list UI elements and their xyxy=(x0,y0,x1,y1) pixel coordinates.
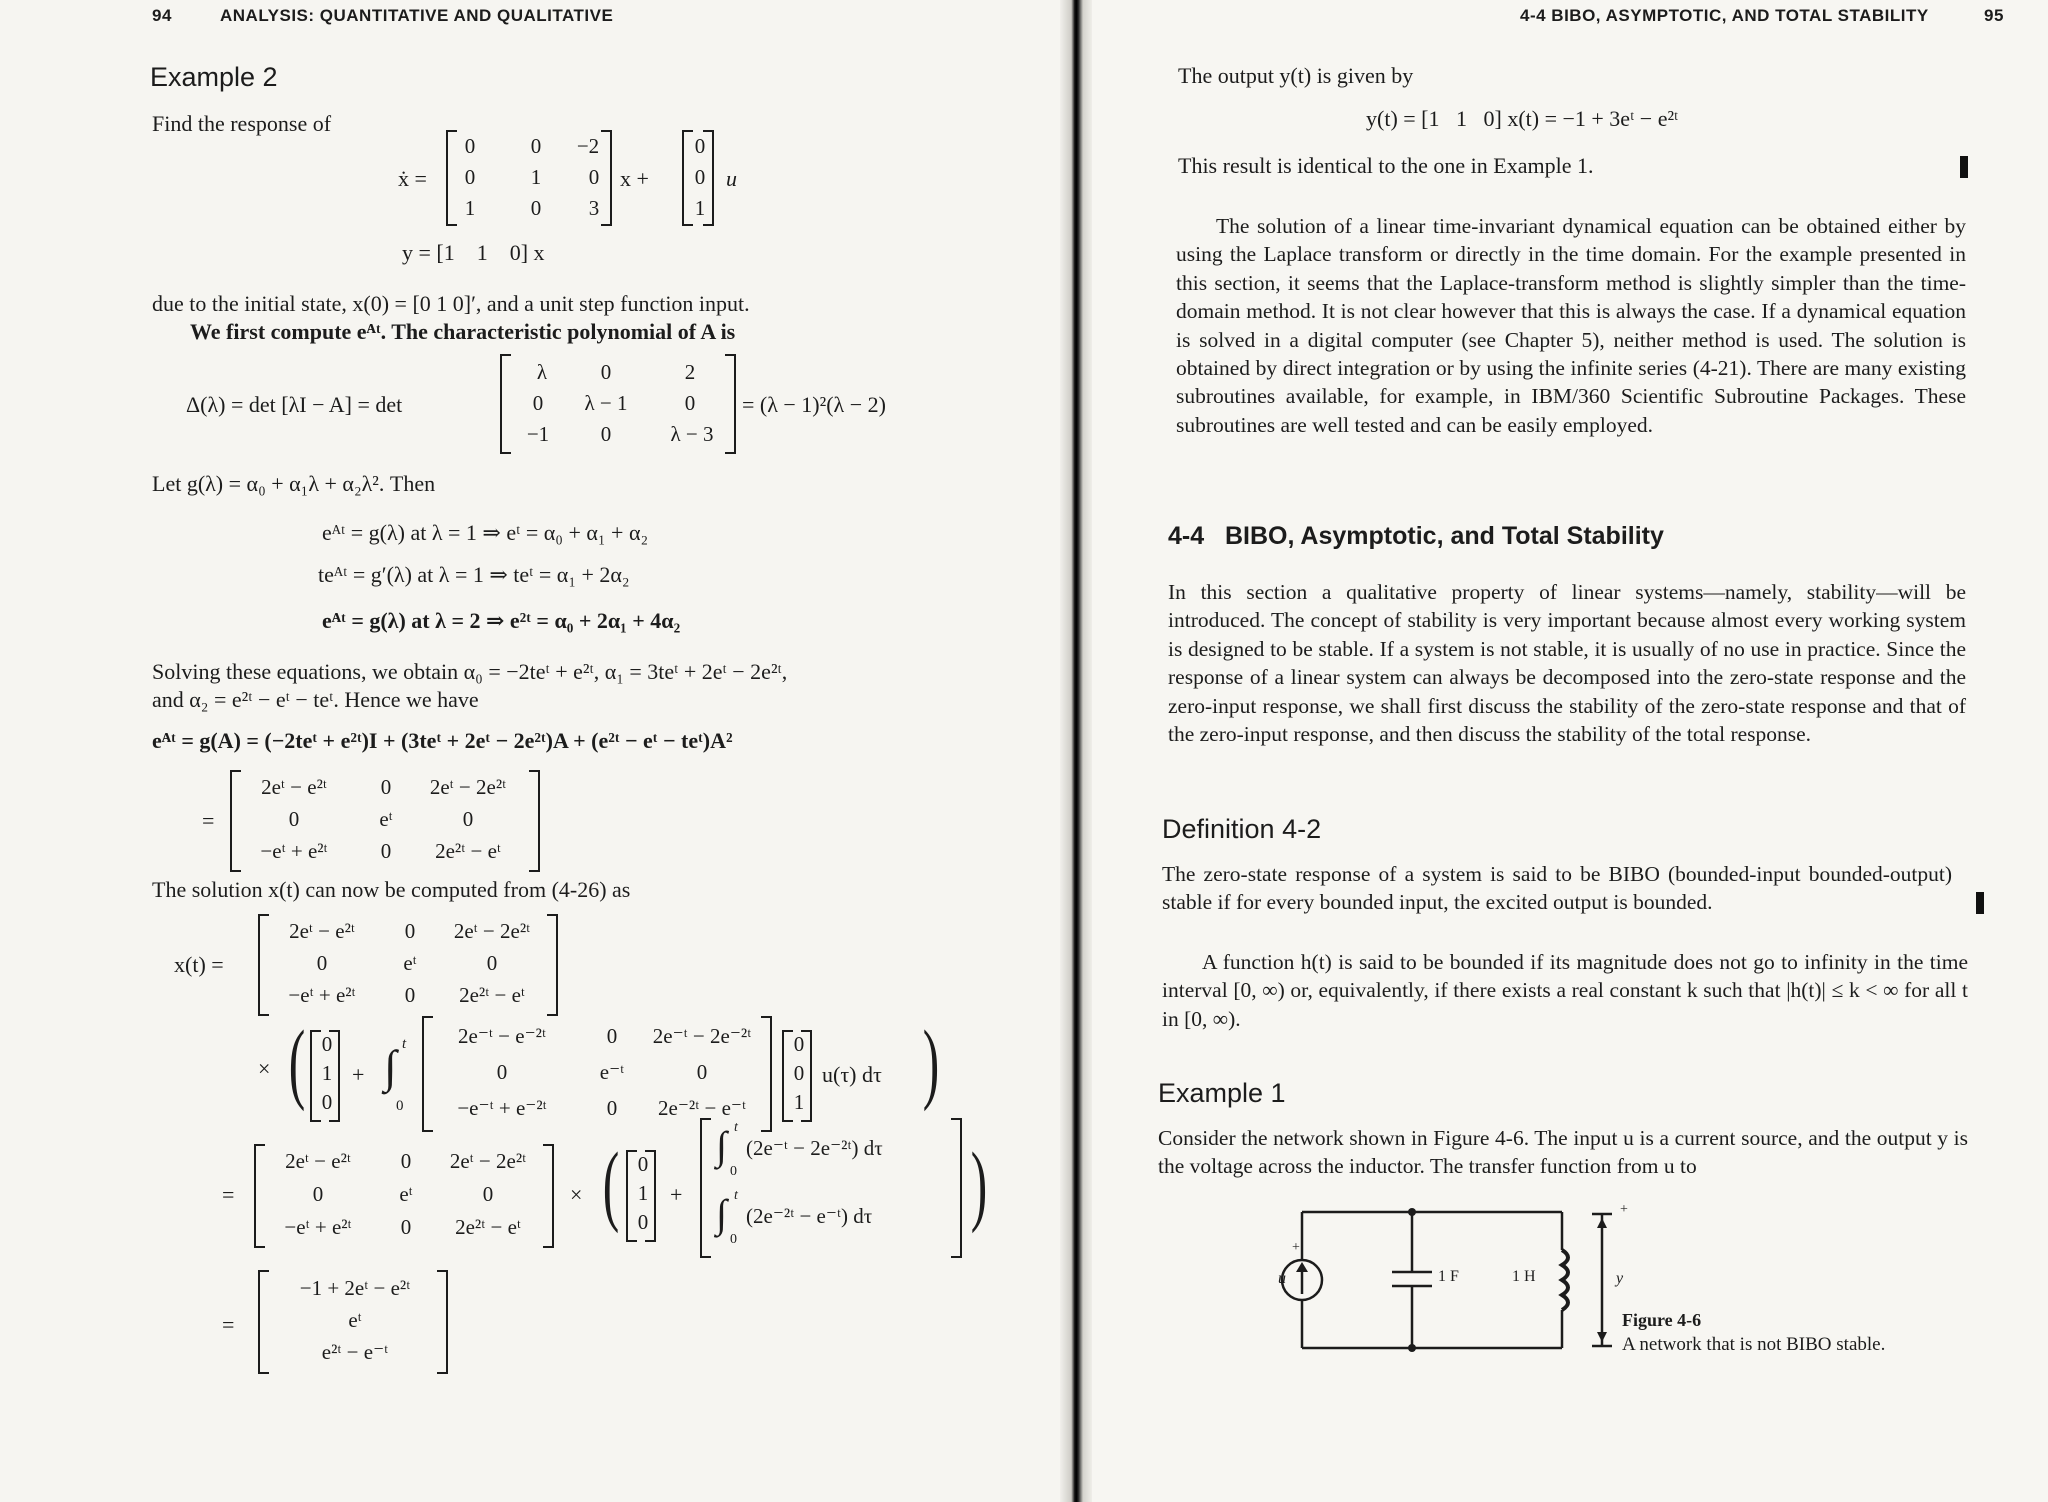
eAt2-cell: 0 xyxy=(312,1182,324,1206)
equals-sign-2: = xyxy=(222,1182,235,1207)
running-title-left: ANALYSIS: QUANTITATIVE AND QUALITATIVE xyxy=(220,6,614,25)
integral-row-2: (2e⁻²ᵗ − e⁻ᵗ) dτ xyxy=(746,1204,873,1228)
integrand-cell: −e⁻ᵗ + e⁻²ᵗ xyxy=(457,1096,547,1120)
x0-2-cell: 0 xyxy=(637,1152,649,1176)
eAt-expansion: eᴬᵗ = g(A) = (−2teᵗ + e²ᵗ)I + (3teᵗ + 2eᵗ − 2e²ᵗ)A + (e²ᵗ − eᵗ − teᵗ)A² xyxy=(152,728,733,753)
lower-limit-1: 0 xyxy=(396,1098,404,1114)
eAt-matrix-cell: 0 xyxy=(380,839,392,863)
xt-eAt-cell: 2eᵗ − 2e²ᵗ xyxy=(453,919,531,943)
eAt2-cell: 0 xyxy=(400,1149,412,1173)
eAt2-cell: 2eᵗ − e²ᵗ xyxy=(285,1149,351,1173)
integrand-cell: 0 xyxy=(606,1024,618,1048)
eAt-matrix-cell: 0 xyxy=(288,807,300,831)
x0-cell: 0 xyxy=(321,1032,333,1056)
output-text: The output y(t) is given by xyxy=(1178,63,1414,88)
integral-tail: u(τ) dτ xyxy=(822,1062,882,1087)
xt-label: x(t) = xyxy=(174,952,224,977)
output-arrow-down-icon xyxy=(1597,1332,1607,1342)
integrand-cell: 0 xyxy=(496,1060,508,1084)
result-vector xyxy=(258,1270,448,1374)
xt-eAt-cell: −eᵗ + e²ᵗ xyxy=(288,983,356,1007)
state-eq-lhs: ẋ = xyxy=(398,166,427,191)
matrix-A-cell: −2 xyxy=(576,134,600,158)
paragraph-bounded: A function h(t) is said to be bounded if its magnitude does not go to infinity in the time interval [0, ∞) or, equivalently, if there exists a real constant k such that |h(t)| ≤ k < ∞ for all t in [0, ∞). xyxy=(1162,950,1968,1031)
identical-text: This result is identical to the one in Example 1. xyxy=(1178,153,1594,178)
output-equation-right: y(t) = [1 1 0] x(t) = −1 + 3eᵗ − e²ᵗ xyxy=(1366,106,1679,131)
xt-eAt-cell: 0 xyxy=(404,983,416,1007)
intro-text: Find the response of xyxy=(152,111,332,136)
equals-sign-1: = xyxy=(202,808,215,833)
definition-text: The zero-state response of a system is said to be BIBO (bounded-input bounded-output) stable if for every bounded input, the excited output is bounded. xyxy=(1162,862,1952,915)
vector-b-cell: 1 xyxy=(694,196,706,220)
example-2-heading: Example 2 xyxy=(150,62,278,92)
char-matrix-cell: 0 xyxy=(600,360,612,384)
solving-line-1: Solving these equations, we obtain α₀ = −2teᵗ + e²ᵗ, α₁ = 3teᵗ + 2eᵗ − 2e²ᵗ, xyxy=(152,659,788,684)
char-matrix-cell: λ − 3 xyxy=(670,422,714,446)
char-matrix-cell: λ xyxy=(536,360,548,384)
inductor-label: 1 H xyxy=(1512,1268,1536,1285)
char-matrix-cell: 0 xyxy=(684,391,696,415)
matrix-A-cell: 3 xyxy=(588,196,600,220)
matrix-A xyxy=(446,130,612,226)
vector-b-cell: 0 xyxy=(694,165,706,189)
char-matrix-cell: 0 xyxy=(532,391,544,415)
page-number-right: 95 xyxy=(1984,6,2004,25)
integral-sign-3: ∫ xyxy=(716,1191,727,1236)
integrand-cell: e⁻ᵗ xyxy=(599,1060,625,1084)
b-vector-cell: 0 xyxy=(793,1061,805,1085)
char-poly-lhs: Δ(λ) = det [λI − A] = det xyxy=(186,392,403,417)
x0-cell: 0 xyxy=(321,1090,333,1114)
let-text: Let g(λ) = α₀ + α₁λ + α₂λ². Then xyxy=(152,471,436,496)
x0-vector xyxy=(310,1030,340,1122)
page-number-left: 94 xyxy=(152,6,172,25)
xt-eAt-cell: 0 xyxy=(404,919,416,943)
end-mark-2 xyxy=(1976,892,1984,914)
x0-2-cell: 0 xyxy=(637,1210,649,1234)
lower-limit-3: 0 xyxy=(730,1232,737,1247)
eAt-matrix-2 xyxy=(254,1144,554,1248)
char-matrix-cell: −1 xyxy=(526,422,550,446)
matrix-A-cell: 0 xyxy=(464,134,476,158)
figure-caption-text: A network that is not BIBO stable. xyxy=(1622,1334,1886,1355)
close-paren-2: ) xyxy=(970,1135,988,1234)
b-vector-cell: 1 xyxy=(793,1090,805,1114)
paragraph-stability: In this section a qualitative property of linear systems—namely, stability—will be introduced. The concept of stability is very important because almost every working system is designed to be stable. If a system is not stable, it is usually of no use in practice. Since the response of a linear system can always be decomposed into the zero-state response and the zero-input response, we shall first discuss the stability of the zero-state response and that of the zero-input response, and then discuss the stability of the total response. xyxy=(1168,580,1966,747)
eAt2-cell: 0 xyxy=(400,1215,412,1239)
end-mark-1 xyxy=(1960,156,1968,178)
open-paren-2: ( xyxy=(602,1135,620,1234)
vector-b-cell: 0 xyxy=(694,134,706,158)
open-paren-1: ( xyxy=(288,1013,306,1112)
section-heading: 4-4 BIBO, Asymptotic, and Total Stability xyxy=(1168,522,1664,550)
xt-eAt-cell: 2e²ᵗ − eᵗ xyxy=(459,983,525,1007)
eAt2-cell: 0 xyxy=(482,1182,494,1206)
upper-limit-3: t xyxy=(734,1188,738,1203)
definition-heading: Definition 4-2 xyxy=(1162,814,1322,844)
example-1-text: Consider the network shown in Figure 4-6. The input u is a current source, and the output y is the voltage across the inductor. The transfer function from u to xyxy=(1158,1126,1968,1179)
b-vector-cell: 0 xyxy=(793,1032,805,1056)
right-page xyxy=(1092,0,2048,1502)
x0-vector-2 xyxy=(626,1150,656,1242)
integrand-cell: 0 xyxy=(606,1096,618,1120)
upper-limit-1: t xyxy=(402,1036,407,1052)
integral-row-1: (2e⁻ᵗ − 2e⁻²ᵗ) dτ xyxy=(746,1136,883,1160)
compute-text: We first compute eᴬᵗ. The characteristic polynomial of A is xyxy=(190,319,736,344)
xt-eAt-cell: 0 xyxy=(316,951,328,975)
equals-sign-3: = xyxy=(222,1312,235,1337)
matrix-A-cell: 0 xyxy=(464,165,476,189)
state-eq-u: u xyxy=(726,166,737,191)
eAt2-cell: 2e²ᵗ − eᵗ xyxy=(455,1215,521,1239)
result-cell: e²ᵗ − e⁻ᵗ xyxy=(321,1340,389,1364)
source-plus-label: + xyxy=(1292,1240,1300,1255)
char-matrix-cell: 0 xyxy=(600,422,612,446)
x0-2-cell: 1 xyxy=(637,1181,649,1205)
b-vector-integral xyxy=(782,1030,812,1122)
eAt2-cell: 2eᵗ − 2e²ᵗ xyxy=(449,1149,527,1173)
book-spine xyxy=(1060,0,1092,1502)
xt-eAt-matrix xyxy=(258,914,558,1016)
eAt2-cell: −eᵗ + e²ᵗ xyxy=(284,1215,352,1239)
junction-top-dot xyxy=(1408,1208,1416,1216)
close-paren-1: ) xyxy=(922,1013,940,1112)
junction-bottom-dot xyxy=(1408,1344,1416,1352)
matrix-A-cell: 0 xyxy=(530,134,542,158)
x0-cell: 1 xyxy=(321,1061,333,1085)
output-plus-label: + xyxy=(1620,1202,1628,1217)
eAt-matrix-cell: 2eᵗ − e²ᵗ xyxy=(261,775,327,799)
matrix-A-cell: 1 xyxy=(530,165,542,189)
solving-line-2: and α₂ = e²ᵗ − eᵗ − teᵗ. Hence we have xyxy=(152,687,479,712)
output-arrow-up-icon xyxy=(1597,1218,1607,1228)
lower-limit-2: 0 xyxy=(730,1164,737,1179)
eAt-matrix-cell: −eᵗ + e²ᵗ xyxy=(260,839,328,863)
integral-sign-1: ∫ xyxy=(384,1041,397,1092)
xt-eAt-cell: eᵗ xyxy=(403,951,417,975)
eAt-matrix-cell: 2eᵗ − 2e²ᵗ xyxy=(429,775,507,799)
example-1-heading: Example 1 xyxy=(1158,1078,1286,1108)
paragraph-laplace: The solution of a linear time-invariant dynamical equation can be obtained either by using the Laplace transform or directly in the time domain. For the example presented in this section, it seems that the Laplace-transform method is slightly simpler than the time-domain method. It is not clear however that this is always the case. If a dynamical equation is solved in a digital computer (see Chapter 5), neither method is used. The solution is obtained by direct integration or by using the infinite series (4-21). There are many existing subroutines available, for example, in IBM/360 Scientific Subroutine Packages. These subroutines are well tested and can be easily employed. xyxy=(1176,214,1966,437)
equation-3: eᴬᵗ = g(λ) at λ = 2 ⇒ e²ᵗ = α₀ + 2α₁ + 4α₂ xyxy=(322,608,681,633)
result-cell: −1 + 2eᵗ − e²ᵗ xyxy=(299,1276,411,1300)
times-sign-2: × xyxy=(570,1182,583,1207)
char-poly-rhs: = (λ − 1)²(λ − 2) xyxy=(742,392,886,417)
result-cell: eᵗ xyxy=(348,1308,362,1332)
output-equation: y = [1 1 0] x xyxy=(402,240,545,265)
char-matrix-cell: λ − 1 xyxy=(584,391,628,415)
matrix-A-cell: 1 xyxy=(464,196,476,220)
eAt-matrix-cell: eᵗ xyxy=(379,807,393,831)
solution-text: The solution x(t) can now be computed from (4-26) as xyxy=(152,877,631,902)
initial-state-text: due to the initial state, x(0) = [0 1 0]′, and a unit step function input. xyxy=(152,291,750,316)
vector-b xyxy=(682,130,714,226)
capacitor-label: 1 F xyxy=(1438,1268,1459,1285)
plus-sign-2: + xyxy=(670,1182,683,1207)
integrand-cell: 0 xyxy=(696,1060,708,1084)
char-matrix-cell: 2 xyxy=(684,360,696,384)
integral-vector xyxy=(700,1118,962,1258)
eAt-matrix-cell: 2e²ᵗ − eᵗ xyxy=(435,839,501,863)
source-arrowhead-icon xyxy=(1296,1262,1308,1272)
upper-limit-2: t xyxy=(734,1120,738,1135)
integral-sign-2: ∫ xyxy=(716,1123,727,1168)
integrand-matrix xyxy=(422,1016,772,1132)
plus-sign-1: + xyxy=(352,1062,365,1087)
matrix-A-cell: 0 xyxy=(588,165,600,189)
eAt-matrix-cell: 0 xyxy=(380,775,392,799)
integrand-cell: 2e⁻ᵗ − e⁻²ᵗ xyxy=(458,1024,546,1048)
xt-eAt-cell: 2eᵗ − e²ᵗ xyxy=(289,919,355,943)
state-eq-x-plus: x + xyxy=(620,166,649,191)
equation-2: teᴬᵗ = g′(λ) at λ = 1 ⇒ teᵗ = α₁ + 2α₂ xyxy=(318,562,630,587)
matrix-A-cell: 0 xyxy=(530,196,542,220)
integrand-cell: 2e⁻²ᵗ − e⁻ᵗ xyxy=(658,1096,746,1120)
char-matrix xyxy=(500,354,736,454)
source-label: u xyxy=(1278,1270,1286,1287)
inductor-coil-icon xyxy=(1562,1250,1568,1310)
eAt2-cell: eᵗ xyxy=(399,1182,413,1206)
running-title-right: 4-4 BIBO, ASYMPTOTIC, AND TOTAL STABILITY xyxy=(1520,6,1929,25)
equation-1: eᴬᵗ = g(λ) at λ = 1 ⇒ eᵗ = α₀ + α₁ + α₂ xyxy=(322,520,649,545)
times-sign-1: × xyxy=(258,1056,271,1081)
output-label: y xyxy=(1616,1270,1624,1287)
eAt-matrix xyxy=(230,770,540,872)
figure-caption-title: Figure 4-6 xyxy=(1622,1310,1702,1330)
eAt-matrix-cell: 0 xyxy=(462,807,474,831)
integrand-cell: 2e⁻ᵗ − 2e⁻²ᵗ xyxy=(652,1024,752,1048)
xt-eAt-cell: 0 xyxy=(486,951,498,975)
